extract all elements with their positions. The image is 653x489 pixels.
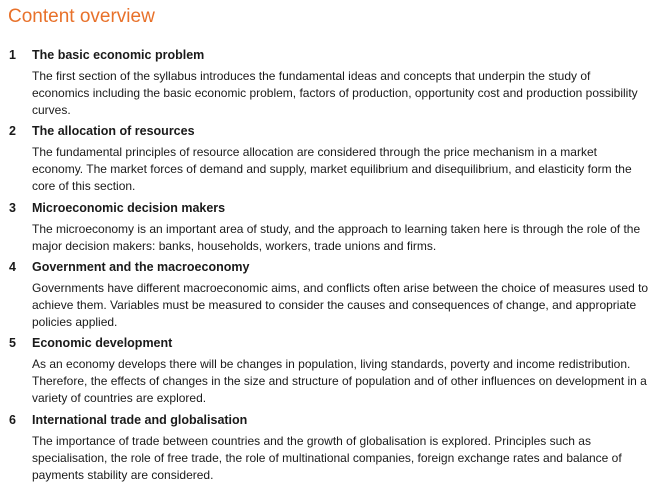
section-body: The fundamental principles of resource allocation are considered through the price mechanism in a market economy. The market forces of demand and supply, market equilibrium and disequilibrium, and elasticity form the core of this section.	[32, 145, 632, 194]
section-heading: The basic economic problem	[32, 48, 205, 62]
section-number: 5	[9, 336, 16, 350]
section-heading: Economic development	[32, 336, 173, 350]
section-heading: The allocation of resources	[32, 124, 195, 138]
page-title: Content overview	[8, 6, 155, 27]
section-heading: Government and the macroeconomy	[32, 260, 250, 274]
section-heading: International trade and globalisation	[32, 413, 248, 427]
section-body: The microeconomy is an important area of study, and the approach to learning taken here is through the role of the major decision makers: banks, households, workers, trade unions and firms.	[32, 222, 641, 254]
section-number: 1	[9, 48, 16, 62]
section-body: The importance of trade between countries and the growth of globalisation is explored. Principles such as specialisation, the role of free trade, the role of multinational companies, foreign exchange rates and balance of payments stability are considered.	[32, 434, 622, 483]
section-heading: Microeconomic decision makers	[32, 201, 226, 215]
section-number: 3	[9, 201, 16, 215]
section-number: 2	[9, 124, 16, 138]
section-number: 6	[9, 413, 16, 427]
section-body: The first section of the syllabus introduces the fundamental ideas and concepts that underpin the study of economics including the basic economic problem, factors of production, opportunity cost and production possibility curves.	[32, 69, 638, 118]
section-number: 4	[9, 260, 16, 274]
section-body: As an economy develops there will be changes in population, living standards, poverty and income redistribution. Therefore, the effects of changes in the size and structure of population and of other influences on development in a variety of countries are explored.	[32, 357, 647, 406]
section-body: Governments have different macroeconomic aims, and conflicts often arise between the choice of measures used to achieve them. Variables must be measured to consider the causes and consequences of change, and appropriate policies applied.	[32, 281, 649, 330]
